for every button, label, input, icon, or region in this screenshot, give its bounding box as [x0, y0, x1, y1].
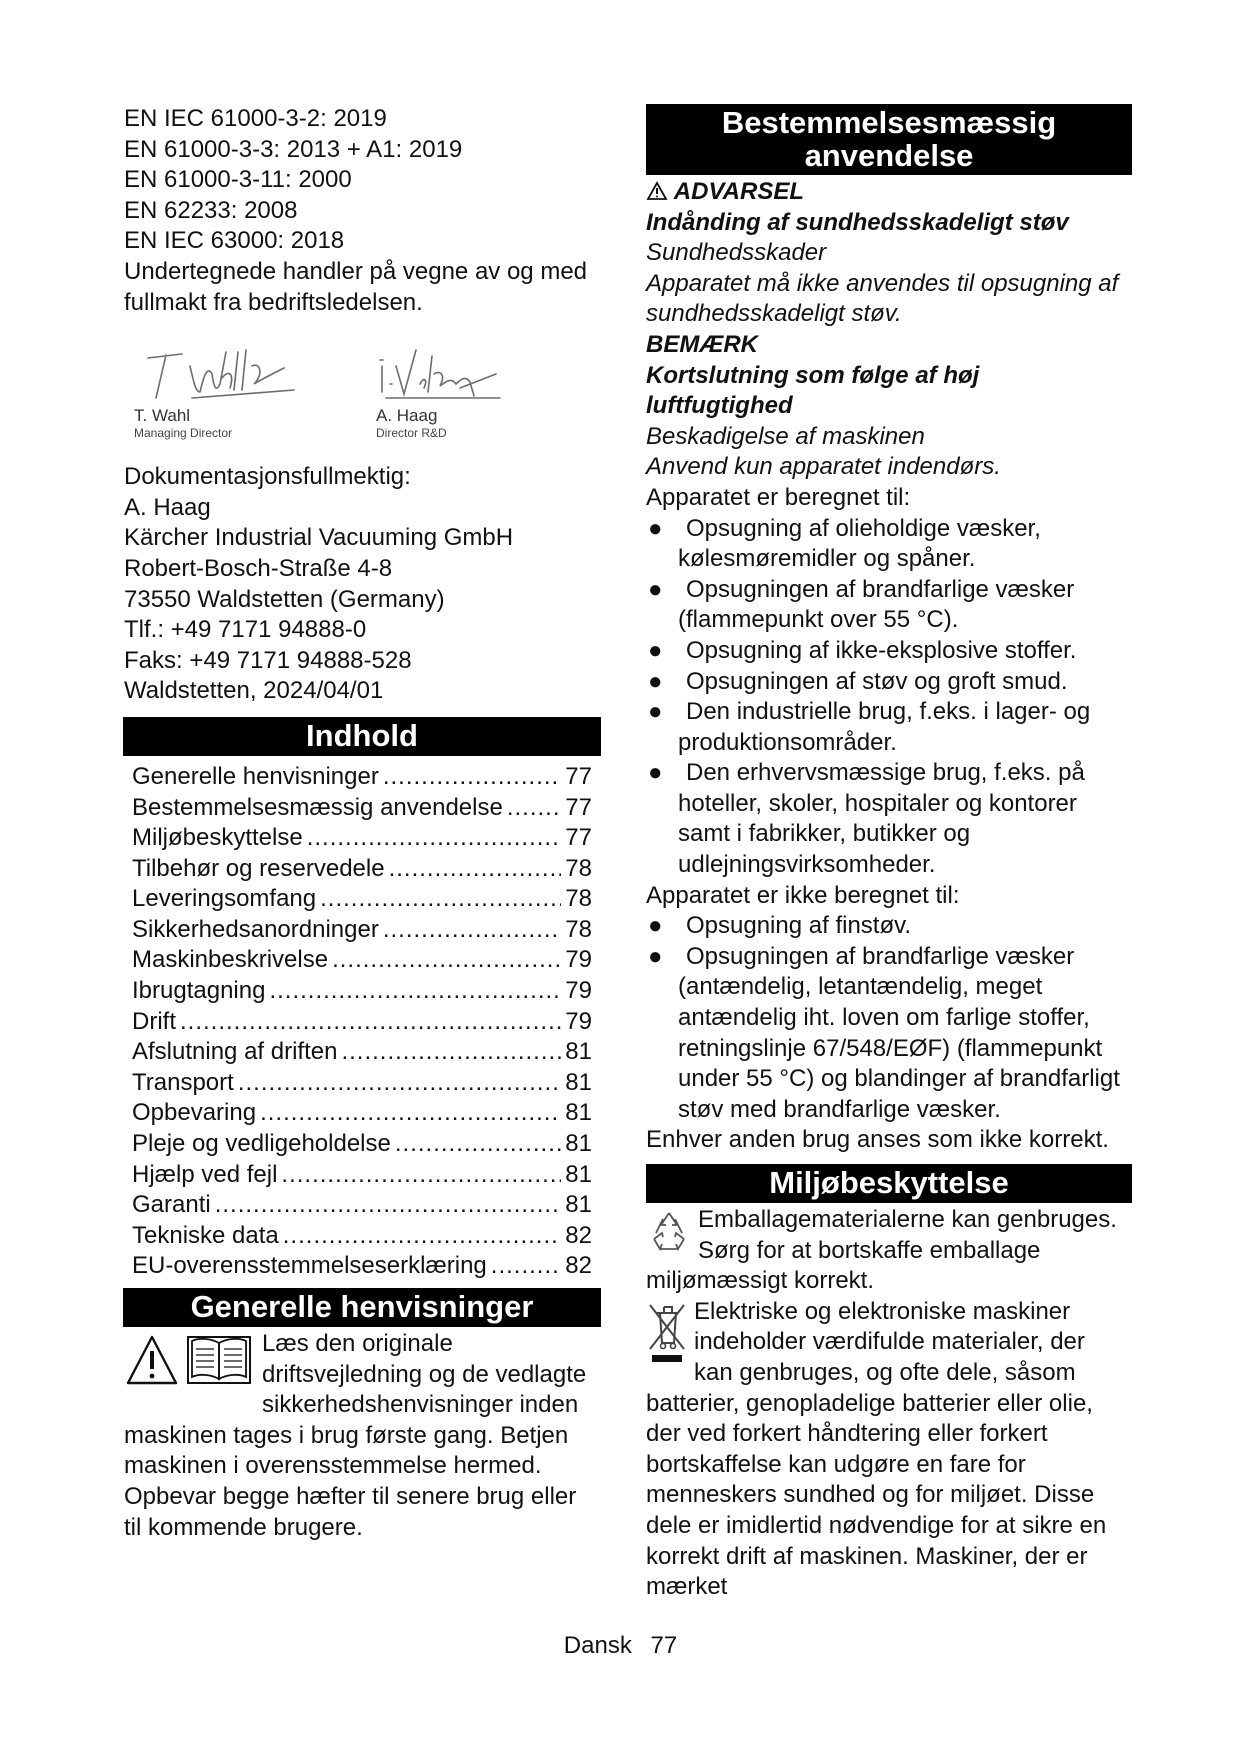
bullet-icon: ●	[648, 575, 663, 603]
toc-entry[interactable]	[132, 823, 592, 854]
contact-line: Waldstetten, 2024/04/01	[124, 677, 384, 705]
bullet-icon: ●	[648, 636, 663, 664]
toc-entry-title: Tilbehør og reservedele	[132, 854, 385, 882]
toc-entry-title: Pleje og vedligeholdelse	[132, 1130, 391, 1158]
toc-leader	[332, 945, 561, 976]
note-title: Kortslutning som følge af høj luftfugtighed	[646, 361, 980, 420]
list-item: ● Opsugning af ikke-eksplosive stoffer.	[646, 636, 1130, 667]
toc-entry-page: 79	[565, 1007, 592, 1035]
standard-line: EN 61000-3-3: 2013 + A1: 2019	[124, 135, 463, 163]
toc-entry-title: Bestemmelsesmæssig anvendelse	[132, 793, 503, 821]
signature-name: T. Wahl	[134, 406, 191, 426]
standard-line: EN IEC 61000-3-2: 2019	[124, 105, 387, 132]
bullet-icon: ●	[648, 667, 663, 695]
toc-entry-page: 78	[565, 854, 592, 882]
toc-leader	[238, 1068, 561, 1099]
toc-leader	[281, 1160, 561, 1191]
table-of-contents	[132, 762, 592, 1282]
signature-wahl	[134, 344, 304, 440]
open-book-icon	[188, 1337, 250, 1383]
bullet-icon: ●	[648, 942, 663, 970]
toc-entry[interactable]	[132, 1160, 592, 1191]
toc-entry[interactable]	[132, 793, 592, 824]
toc-leader	[307, 823, 562, 854]
recycling-paragraph	[646, 1205, 1130, 1297]
toc-entry-title: Tekniske data	[132, 1221, 279, 1249]
page-footer	[0, 1632, 1241, 1660]
warning-action: Apparatet må ikke anvendes til opsugning af sundhedsskadeligt støv.	[646, 269, 1119, 328]
toc-entry-title: Leveringsomfang	[132, 885, 317, 913]
toc-entry-title: Generelle henvisninger	[132, 762, 379, 790]
toc-entry[interactable]	[132, 1221, 592, 1252]
bullet-icon: ●	[648, 698, 663, 726]
toc-entry-title: Transport	[132, 1068, 234, 1096]
toc-heading: Indhold	[123, 717, 601, 756]
contact-line: Tlf.: +49 7171 94888-0	[124, 616, 367, 644]
toc-entry-title: Sikkerhedsanordninger	[132, 915, 379, 943]
toc-leader	[180, 1007, 561, 1038]
signatory-statement: Undertegnede handler på vegne av og med fullmakt fra bedriftsledelsen.	[124, 257, 588, 316]
toc-entry-page: 79	[565, 977, 592, 1005]
toc-entry-page: 81	[565, 1130, 592, 1158]
suited-list	[646, 514, 1130, 881]
list-item: ● Den erhvervsmæssige brug, f.eks. på hoteller, skoler, hospitaler og kontorer samt i fabrikker, butikker og udlejningsvirksomheder.	[648, 759, 1085, 879]
signature-haag-scribble-icon	[376, 344, 506, 406]
toc-entry[interactable]	[132, 1007, 592, 1038]
toc-entry-page: 77	[565, 762, 592, 790]
signature-name: A. Haag	[376, 406, 438, 426]
toc-entry-title: Hjælp ved fejl	[132, 1160, 278, 1188]
toc-leader	[215, 1190, 562, 1221]
toc-entry[interactable]	[132, 1251, 592, 1282]
contact-line: Faks: +49 7171 94888-528	[124, 646, 412, 674]
contact-line: Kärcher Industrial Vacuuming GmbH	[124, 524, 514, 552]
contact-line: Robert-Bosch-Straße 4-8	[124, 554, 393, 582]
toc-entry-page: 81	[565, 1038, 592, 1066]
toc-leader	[320, 884, 561, 915]
toc-entry[interactable]	[132, 762, 592, 793]
toc-entry-page: 81	[565, 1191, 592, 1219]
toc-entry[interactable]	[132, 945, 592, 976]
toc-entry-page: 81	[565, 1099, 592, 1127]
toc-leader	[260, 1098, 561, 1129]
signature-block	[124, 318, 600, 458]
toc-entry-title: Miljøbeskyttelse	[132, 824, 303, 852]
toc-entry-title: EU-overensstemmelseserklæring	[132, 1252, 487, 1280]
list-item: ● Den industrielle brug, f.eks. i lager- og produktionsområder.	[648, 698, 1091, 756]
general-paragraph	[124, 1329, 600, 1482]
warning-icon	[646, 178, 674, 205]
toc-entry[interactable]	[132, 915, 592, 946]
signature-wahl-scribble-icon	[134, 344, 304, 406]
general-text: Læs den originale driftsvejledning og de vedlagte sikkerhedshenvisninger inden maskinen tages i brug første gang. Betjen maskinen i overensstemmelse hermed.	[124, 1330, 587, 1480]
signature-role: Director R&D	[376, 426, 447, 441]
toc-entry-title: Opbevaring	[132, 1099, 257, 1127]
toc-leader	[507, 793, 561, 824]
signature-haag	[376, 344, 506, 440]
unsuited-intro: Apparatet er ikke beregnet til:	[646, 881, 960, 909]
toc-leader	[389, 854, 562, 885]
bullet-icon: ●	[648, 759, 663, 787]
toc-leader	[395, 1129, 561, 1160]
other-use: Enhver anden brug anses som ikke korrekt.	[646, 1126, 1109, 1154]
toc-entry-page: 82	[565, 1252, 592, 1280]
toc-entry[interactable]	[132, 1068, 592, 1099]
warning-label: ADVARSEL	[673, 178, 805, 205]
manual-icons	[124, 1331, 256, 1398]
toc-entry-title: Drift	[132, 1007, 176, 1035]
footer-language: Dansk	[563, 1632, 632, 1659]
standard-line: EN 61000-3-11: 2000	[124, 166, 352, 194]
toc-entry[interactable]	[132, 1037, 592, 1068]
toc-leader	[341, 1037, 561, 1068]
contact-line: A. Haag	[124, 493, 211, 521]
contact-block	[124, 462, 600, 707]
warning-title: Indånding af sundhedsskadeligt støv	[646, 208, 1069, 236]
general-heading: Generelle henvisninger	[123, 1288, 601, 1327]
bullet-icon: ●	[648, 514, 663, 542]
recycling-text: Emballagematerialerne kan genbruges. Sørg for at bortskaffe emballage miljømæssigt korrekt.	[646, 1206, 1117, 1295]
toc-entry-page: 79	[565, 946, 592, 974]
list-item: ● Opsugning af olieholdige væsker, kølesmøremidler og spåner.	[648, 514, 1041, 573]
toc-leader	[283, 1221, 562, 1252]
intended-use-heading: Bestemmelsesmæssig anvendelse	[646, 104, 1132, 175]
note-action: Anvend kun apparatet indendørs.	[646, 453, 1001, 481]
list-item: ● Opsugning af finstøv.	[646, 911, 1130, 942]
toc-entry-page: 81	[565, 1068, 592, 1096]
left-column	[124, 104, 600, 1543]
toc-entry-title: Garanti	[132, 1191, 211, 1219]
toc-leader	[269, 976, 561, 1007]
toc-entry-page: 82	[565, 1221, 592, 1249]
environment-heading: Miljøbeskyttelse	[646, 1164, 1132, 1203]
toc-entry[interactable]	[132, 1098, 592, 1129]
toc-entry[interactable]	[132, 854, 592, 885]
contact-line: 73550 Waldstetten (Germany)	[124, 585, 445, 613]
standards-list	[124, 104, 600, 257]
signature-role: Managing Director	[134, 426, 233, 441]
toc-entry[interactable]	[132, 884, 592, 915]
standard-line: EN IEC 63000: 2018	[124, 227, 345, 255]
suited-intro: Apparatet er beregnet til:	[646, 483, 911, 511]
recycling-icon	[646, 1207, 692, 1262]
weee-paragraph	[646, 1297, 1130, 1603]
toc-entry[interactable]	[132, 1190, 592, 1221]
page-number: 77	[650, 1632, 678, 1659]
note-consequence: Beskadigelse af maskinen	[646, 422, 925, 450]
contact-line: Dokumentasjonsfullmektig:	[124, 463, 411, 491]
toc-entry-page: 77	[565, 824, 592, 852]
toc-entry[interactable]	[132, 1129, 592, 1160]
toc-entry-page: 81	[565, 1160, 592, 1188]
toc-entry-page: 77	[565, 793, 592, 821]
list-item: ● Opsugningen af brandfarlige væsker (antændelig, letantændelig, meget antændelig iht. loven om farlige stoffer, retningslinje 67/548/EØF) (flammepunkt under 55 °C) og blandinger af brandfarligt støv med brandfarlige væsker.	[648, 942, 1120, 1123]
toc-leader	[383, 762, 561, 793]
right-column	[646, 104, 1130, 1603]
warning-consequence: Sundhedsskader	[646, 239, 827, 267]
note-label: BEMÆRK	[646, 330, 758, 358]
toc-entry-title: Afslutning af driften	[132, 1038, 338, 1066]
standard-line: EN 62233: 2008	[124, 196, 298, 224]
toc-entry-title: Maskinbeskrivelse	[132, 946, 329, 974]
unsuited-list	[646, 911, 1130, 1125]
warning-line	[646, 177, 1130, 208]
general-paragraph-2: Opbevar begge hæfter til senere brug eller til kommende brugere.	[124, 1482, 577, 1541]
bullet-icon: ●	[648, 912, 663, 940]
toc-leader	[491, 1251, 562, 1282]
list-item: ● Opsugningen af støv og groft smud.	[646, 667, 1130, 698]
list-item: ● Opsugningen af brandfarlige væsker (flammepunkt over 55 °C).	[648, 575, 1075, 634]
toc-entry-page: 78	[565, 885, 592, 913]
toc-entry-page: 78	[565, 915, 592, 943]
crossed-bin-icon	[646, 1299, 688, 1374]
weee-text: Elektriske og elektroniske maskiner indeholder værdifulde materialer, der kan genbruges, og ofte dele, såsom batterier, genopladelige batterier eller olie, der ved forkert håndtering eller forkert bortskaffelse kan udgøre en fare for menneskers sundhed og for miljøet. Disse dele er imidlertid nødvendige for at sikre en korrekt drift af maskinen. Maskiner, der er mærket	[646, 1297, 1107, 1601]
toc-leader	[383, 915, 561, 946]
warning-triangle-icon	[124, 1331, 256, 1389]
toc-entry[interactable]	[132, 976, 592, 1007]
toc-entry-title: Ibrugtagning	[132, 977, 266, 1005]
